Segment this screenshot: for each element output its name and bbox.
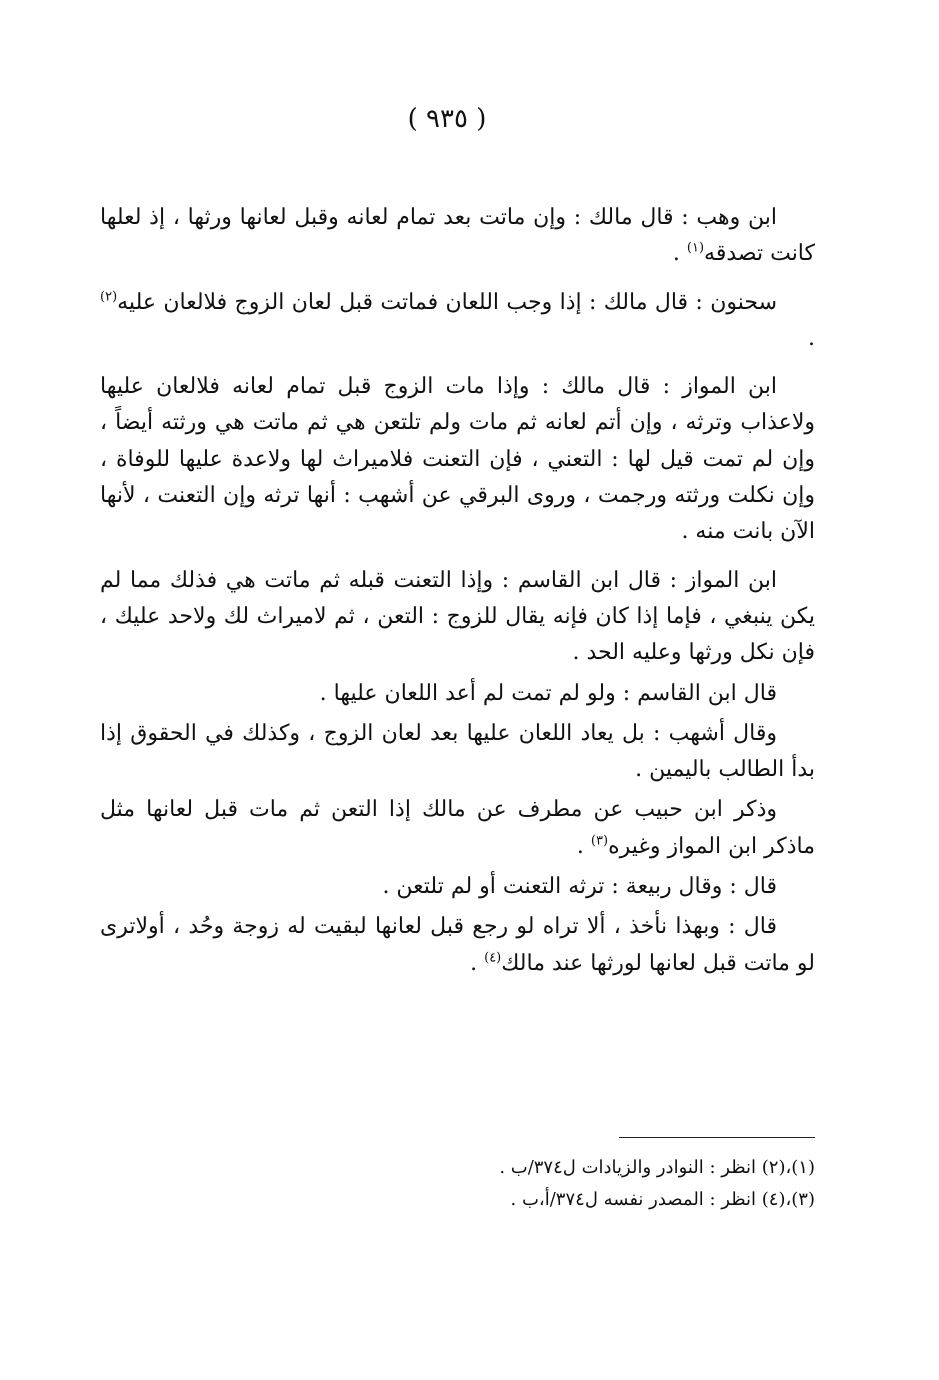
paragraph-end: . — [576, 833, 591, 859]
paragraph-text: سحنون : قال مالك : إذا وجب اللعان فماتت قبل لعان الزوج فلالعان عليه — [117, 289, 777, 315]
paragraph-text: وقال أشهب : بل يعاد اللعان عليها بعد لعان الزوج ، وكذلك في الحقوق إذا بدأ الطالب باليمين . — [100, 720, 815, 783]
paragraph-text: ابن وهب : قال مالك : وإن ماتت بعد تمام لعانه وقبل لعانها ورثها ، إذ لعلها كانت تصدقه — [100, 205, 815, 267]
paragraph-end: . — [470, 950, 485, 976]
paragraph — [100, 285, 815, 358]
paragraph — [100, 909, 815, 982]
footnote: (٣)،(٤) انظر : المصدر نفسه ل٣٧٤/أ،ب . — [510, 1188, 815, 1210]
paragraph-end: . — [672, 241, 687, 267]
paragraph-text: ابن المواز : قال مالك : وإذا مات الزوج قبل تمام لعانه فلالعان عليها ولاعذاب وترثه ، وإن أتم لعانه ثم مات ولم تلتعن هي ثم ماتت هي ورثته أيضاً ، وإن لم تمت قيل لها : التعني ، فإن التعنت فلاميراث لها ولاعدة عليها للوفاة ، وإن نكلت ورثته ورجمت ، وروى البرقي عن أشهب : أنها ترثه وإن التعنت ، لأنها الآن بانت منه . — [100, 374, 815, 545]
footnote-marker: (١) — [686, 240, 705, 256]
footnotes — [100, 1152, 815, 1215]
paragraph-text: وذكر ابن حبيب عن مطرف عن مالك إذا التعن ثم مات قبل لعانها مثل ماذكر ابن المواز وغيره — [100, 797, 815, 859]
footnote-marker: (٤) — [484, 950, 502, 966]
footnote-divider — [619, 1137, 815, 1138]
paragraph-text: قال ابن القاسم : ولو لم تمت لم أعد اللعان عليها . — [319, 680, 777, 706]
page-number: ( ٩٣٥ ) — [407, 104, 487, 134]
paragraph-end: . — [808, 325, 815, 351]
paragraph-text: قال : وبهذا نأخذ ، ألا تراه لو رجع قبل لعانها لبقيت له زوجة وحُد ، أولاترى لو ماتت قبل لعانها لورثها عند مالك — [100, 914, 815, 976]
paragraph — [100, 869, 815, 905]
paragraph — [100, 676, 815, 712]
paragraph — [100, 369, 815, 550]
main-text — [100, 200, 815, 986]
paragraph-text: ابن المواز : قال ابن القاسم : وإذا التعنت قبله ثم ماتت هي فذلك مما لم يكن ينبغي ، فإما إذا كان فإنه يقال للزوج : التعن ، ثم لاميراث لك ولاحد عليك ، فإن نكل ورثها وعليه الحد . — [100, 567, 815, 666]
paragraph — [100, 200, 815, 273]
paragraph — [100, 563, 815, 672]
footnote-marker: (٣) — [590, 833, 609, 849]
paragraph — [100, 716, 815, 789]
paragraph — [100, 792, 815, 865]
footnote: (١)،(٢) انظر : النوادر والزيادات ل٣٧٤/ب . — [499, 1157, 815, 1178]
paragraph-text: قال : وقال ربيعة : ترثه التعنت أو لم تلتعن . — [382, 874, 777, 900]
footnote-marker: (٢) — [100, 289, 118, 305]
